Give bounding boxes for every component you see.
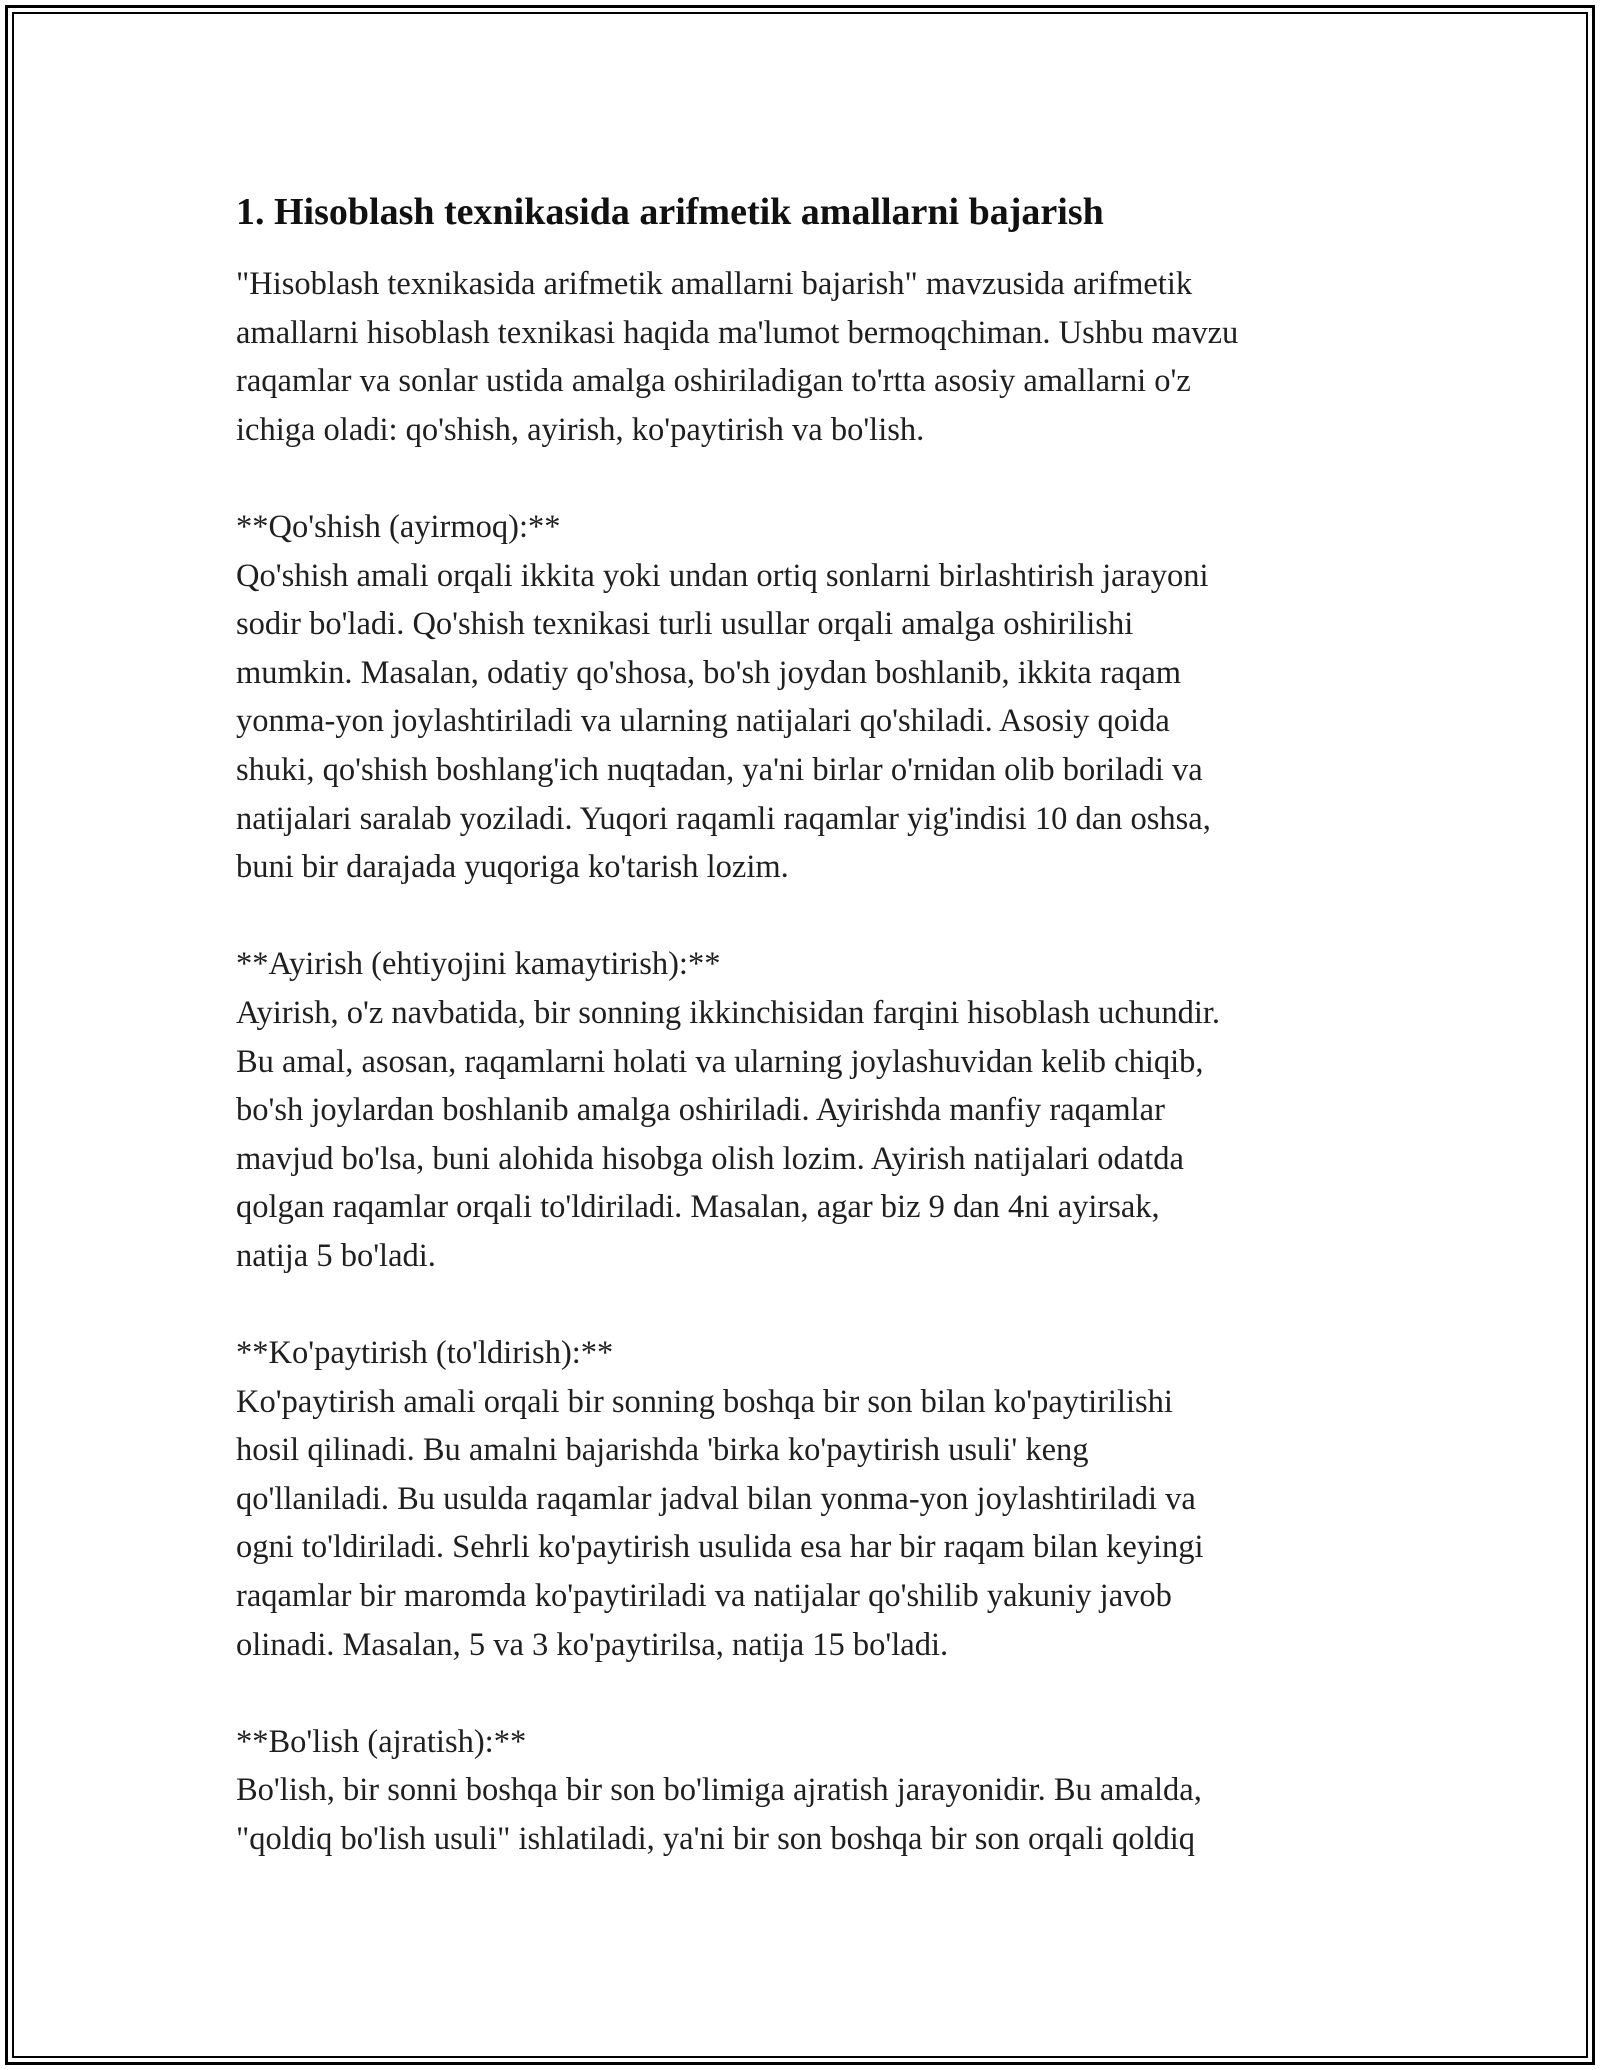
intro-line: amallarni hisoblash texnikasi haqida ma'lumot bermoqchiman. Ushbu mavzu: [236, 314, 1239, 351]
intro-line: raqamlar va sonlar ustida amalga oshiriladigan to'rtta asosiy amallarni o'z: [236, 363, 1191, 400]
section-line: qolgan raqamlar orqali to'ldiriladi. Masalan, agar biz 9 dan 4ni ayirsak,: [236, 1189, 1160, 1226]
section-line: olinadi. Masalan, 5 va 3 ko'paytirilsa, natija 15 bo'ladi.: [236, 1626, 949, 1663]
section-line: sodir bo'ladi. Qo'shish texnikasi turli usullar orqali amalga oshirilishi: [236, 606, 1134, 643]
section-line: Qo'shish amali orqali ikkita yoki undan ortiq sonlarni birlashtirish jarayoni: [236, 557, 1209, 594]
intro-paragraph: [236, 260, 1416, 454]
section-bolish: [236, 1718, 1416, 1864]
paragraph-gap: [236, 892, 1416, 941]
section-line: yonma-yon joylashtiriladi va ularning natijalari qo'shiladi. Asosiy qoida: [236, 703, 1170, 740]
section-line: Ko'paytirish amali orqali bir sonning boshqa bir son bilan ko'paytirilishi: [236, 1383, 1173, 1420]
section-ayirish: [236, 940, 1416, 1280]
section-line: hosil qilinadi. Bu amalni bajarishda 'birka ko'paytirish usuli' keng: [236, 1432, 1089, 1469]
section-line: bo'sh joylardan boshlanib amalga oshiriladi. Ayirishda manfiy raqamlar: [236, 1092, 1165, 1129]
section-heading: **Qo'shish (ayirmoq):**: [236, 508, 561, 545]
section-line: mavjud bo'lsa, buni alohida hisobga olish lozim. Ayirish natijalari odatda: [236, 1140, 1184, 1177]
section-line: "qoldiq bo'lish usuli" ishlatiladi, ya'ni bir son boshqa bir son orqali qoldiq: [236, 1821, 1196, 1857]
intro-line: "Hisoblash texnikasida arifmetik amallarni bajarish" mavzusida arifmetik: [236, 266, 1193, 302]
intro-line: ichiga oladi: qo'shish, ayirish, ko'paytirish va bo'lish.: [236, 411, 925, 448]
section-line: mumkin. Masalan, odatiy qo'shosa, bo'sh joydan boshlanib, ikkita raqam: [236, 654, 1182, 691]
section-line: Bo'lish, bir sonni boshqa bir son bo'limiga ajratish jarayonidir. Bu amalda,: [236, 1772, 1202, 1809]
paragraph-gap: [236, 1669, 1416, 1718]
section-line: raqamlar bir maromda ko'paytiriladi va natijalar qo'shilib yakuniy javob: [236, 1578, 1172, 1615]
section-line: Bu amal, asosan, raqamlarni holati va ularning joylashuvidan kelib chiqib,: [236, 1043, 1204, 1080]
document-body: [236, 186, 1416, 1864]
paragraph-gap: [236, 1280, 1416, 1329]
paragraph-gap: [236, 454, 1416, 503]
section-line: Ayirish, o'z navbatida, bir sonning ikkinchisidan farqini hisoblash uchundir.: [236, 994, 1221, 1031]
section-line: shuki, qo'shish boshlang'ich nuqtadan, ya'ni birlar o'rnidan olib boriladi va: [236, 751, 1203, 788]
section-heading: **Ko'paytirish (to'ldirish):**: [236, 1335, 614, 1372]
section-heading: **Bo'lish (ajratish):**: [236, 1723, 527, 1760]
section-line: natija 5 bo'ladi.: [236, 1237, 436, 1274]
section-heading: **Ayirish (ehtiyojini kamaytirish):**: [236, 946, 721, 983]
document-title: 1. Hisoblash texnikasida arifmetik amallarni bajarish: [236, 191, 1104, 233]
section-kopaytirish: [236, 1329, 1416, 1669]
section-qoshish: [236, 503, 1416, 892]
section-line: natijalari saralab yoziladi. Yuqori raqamli raqamlar yig'indisi 10 dan oshsa,: [236, 800, 1211, 837]
section-line: buni bir darajada yuqoriga ko'tarish lozim.: [236, 849, 789, 886]
section-line: qo'llaniladi. Bu usulda raqamlar jadval bilan yonma-yon joylashtiriladi va: [236, 1480, 1196, 1517]
section-line: ogni to'ldiriladi. Sehrli ko'paytirish usulida esa har bir raqam bilan keyingi: [236, 1529, 1204, 1566]
